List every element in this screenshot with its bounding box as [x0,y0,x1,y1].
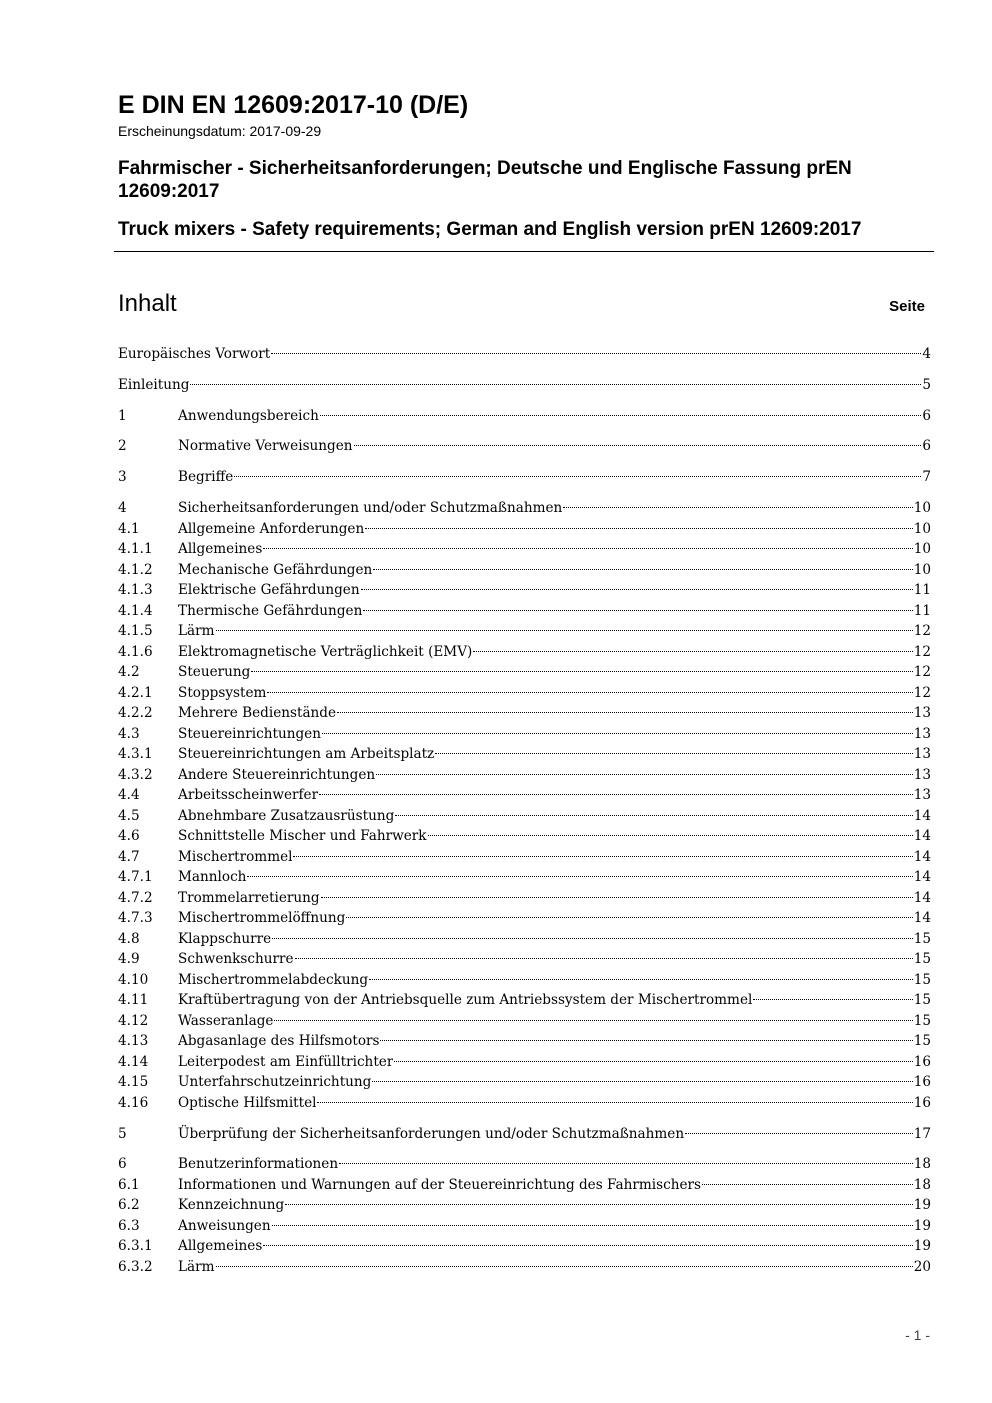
toc-dot-leader [263,1245,912,1246]
toc-entry-number: 4.1.5 [118,623,153,639]
toc-entry[interactable] [118,1011,931,1032]
toc-entry-page: 12 [913,664,931,680]
toc-entry-page: 11 [913,582,931,598]
toc-entry-page: 19 [913,1197,931,1213]
toc-entry-title: Mehrere Bedienstände [178,705,337,721]
toc-entry-number: 4 [118,500,127,516]
toc-entry[interactable] [118,970,931,991]
toc-entry-number: 4.11 [118,992,149,1008]
toc-entry-title: Kennzeichnung [178,1197,285,1213]
toc-entry-title: Begriffe [178,469,234,485]
toc-entry-page: 15 [913,1013,931,1029]
toc-entry-number: 4.2.2 [118,705,153,721]
toc-entry-page: 14 [913,890,931,906]
toc-entry[interactable] [118,580,931,601]
toc-entry-number: 4.2.1 [118,685,153,701]
toc-entry-page: 14 [913,869,931,885]
toc-entry-page: 13 [913,787,931,803]
toc-entry-title: Optische Hilfsmittel [178,1095,317,1111]
toc-entry-number: 4.7.3 [118,910,153,926]
toc-entry-title: Elektrische Gefährdungen [178,582,360,598]
toc-entry[interactable] [118,949,931,970]
toc-entry-page: 13 [913,746,931,762]
toc-entry-title: Einleitung [118,377,190,393]
toc-entry-page: 19 [913,1218,931,1234]
toc-dot-leader [473,651,912,652]
toc-entry-page: 14 [913,828,931,844]
toc-entry-page: 12 [913,685,931,701]
toc-entry-page: 14 [913,808,931,824]
toc-entry-page: 10 [913,500,931,516]
toc-entry[interactable] [118,621,931,642]
toc-dot-leader [380,1040,912,1041]
toc-entry-title: Europäisches Vorwort [118,346,271,362]
toc-entry-page: 13 [913,705,931,721]
toc-entry-number: 6.2 [118,1197,140,1213]
toc-entry-title: Anweisungen [178,1218,271,1234]
toc-dot-leader [685,1133,913,1134]
toc-dot-leader [267,692,912,693]
toc-entry-page: 10 [913,541,931,557]
toc-entry-number: 4.15 [118,1074,149,1090]
toc-dot-leader [376,774,913,775]
toc-entry[interactable] [118,1031,931,1052]
toc-entry-number: 4.8 [118,931,140,947]
toc-entry[interactable] [118,990,931,1011]
toc-entry-number: 4.3.2 [118,767,153,783]
toc-dot-leader [365,528,912,529]
toc-dot-leader [363,610,912,611]
toc-entry[interactable] [118,560,931,581]
toc-entry-number: 1 [118,408,127,424]
toc-entry-page: 13 [913,767,931,783]
toc-entry-number: 6.3.2 [118,1259,153,1275]
toc-entry-number: 6.1 [118,1177,140,1193]
toc-entry[interactable] [118,929,931,950]
toc-entry[interactable] [118,1195,931,1216]
toc-entry[interactable] [118,1175,931,1196]
toc-entry-title: Schnittstelle Mischer und Fahrwerk [178,828,427,844]
toc-entry[interactable] [118,642,931,663]
toc-dot-leader [272,938,913,939]
toc-entry[interactable] [118,1072,931,1093]
toc-entry-number: 4.1.3 [118,582,153,598]
toc-dot-leader [321,897,913,898]
page-number: - 1 - [905,1327,930,1343]
toc-dot-leader [190,384,921,385]
toc-entry-page: 16 [913,1054,931,1070]
toc-entry-page: 15 [913,1033,931,1049]
toc-entry-page: 15 [913,951,931,967]
toc-entry[interactable] [118,826,931,847]
toc-dot-leader [251,671,912,672]
toc-entry-title: Überprüfung der Sicherheitsanforderungen und/oder Schutzmaßnahmen [178,1126,685,1142]
toc-entry-page: 5 [922,377,931,393]
toc-entry-page: 18 [913,1156,931,1172]
toc-dot-leader [563,507,912,508]
toc-entry-page: 10 [913,562,931,578]
toc-dot-leader [274,1020,912,1021]
toc-dot-leader [394,1061,912,1062]
toc-entry[interactable] [118,436,931,457]
header-divider [114,251,934,252]
toc-entry[interactable] [118,744,931,765]
toc-entry[interactable] [118,847,931,868]
toc-entry-page: 15 [913,992,931,1008]
toc-entry-title: Schwenkschurre [178,951,294,967]
toc-dot-leader [346,917,912,918]
toc-entry-title: Mischertrommelöffnung [178,910,346,926]
toc-entry-page: 6 [922,408,931,424]
toc-entry-number: 4.1.1 [118,541,153,557]
toc-entry-page: 16 [913,1095,931,1111]
toc-entry-page: 16 [913,1074,931,1090]
toc-entry-title: Sicherheitsanforderungen und/oder Schutzmaßnahmen [178,500,563,516]
toc-entry-page: 7 [922,469,931,485]
toc-entry-number: 4.3.1 [118,746,153,762]
toc-entry-number: 4.7.2 [118,890,153,906]
toc-dot-leader [285,1204,912,1205]
toc-entry[interactable] [118,908,931,929]
toc-entry-title: Thermische Gefährdungen [178,603,363,619]
toc-entry-title: Lärm [178,1259,215,1275]
toc-dot-leader [319,794,913,795]
toc-entry-title: Anwendungsbereich [178,408,319,424]
toc-entry-title: Mischertrommelabdeckung [178,972,369,988]
toc-dot-leader [337,712,913,713]
toc-entry-number: 4.12 [118,1013,149,1029]
toc-entry-page: 20 [913,1259,931,1275]
toc-entry-title: Allgemeine Anforderungen [178,521,365,537]
toc-dot-leader [753,999,912,1000]
toc-dot-leader [320,415,921,416]
toc-entry-page: 11 [913,603,931,619]
toc-entry-number: 5 [118,1126,127,1142]
toc-dot-leader [395,815,912,816]
title-german: Fahrmischer - Sicherheitsanforderungen; Deutsche und Englische Fassung prEN 12609:2017 [118,158,852,202]
toc-entry-page: 13 [913,726,931,742]
toc-dot-leader [428,835,913,836]
toc-dot-leader [369,979,913,980]
toc-entry[interactable] [118,344,931,365]
toc-entry[interactable] [118,765,931,786]
toc-entry-number: 2 [118,438,127,454]
title-english: Truck mixers - Safety requirements; German and English version prEN 12609:2017 [118,219,862,240]
toc-entry-title: Andere Steuereinrichtungen [178,767,376,783]
toc-entry[interactable] [118,888,931,909]
toc-dot-leader [272,1225,913,1226]
toc-entry-title: Arbeitsscheinwerfer [178,787,319,803]
toc-entry-page: 12 [913,644,931,660]
toc-entry-number: 4.5 [118,808,140,824]
toc-entry[interactable] [118,1257,931,1278]
toc-entry-title: Unterfahrschutzeinrichtung [178,1074,372,1090]
toc-entry-number: 4.3 [118,726,140,742]
toc-entry-number: 4.1 [118,521,140,537]
toc-entry[interactable] [118,806,931,827]
toc-entry[interactable] [118,785,931,806]
toc-entry[interactable] [118,662,931,683]
toc-entry[interactable] [118,539,931,560]
toc-dot-leader [247,876,912,877]
toc-entry-title: Steuereinrichtungen [178,726,321,742]
toc-entry-title: Klappschurre [178,931,272,947]
toc-dot-leader [295,958,913,959]
toc-entry-title: Kraftübertragung von der Antriebsquelle zum Antriebssystem der Mischertrommel [178,992,753,1008]
toc-entry[interactable] [118,683,931,704]
toc-entry-number: 4.16 [118,1095,149,1111]
toc-dot-leader [361,589,913,590]
toc-entry-number: 4.10 [118,972,149,988]
document-header [118,90,934,241]
toc-dot-leader [216,1266,913,1267]
toc-entry-number: 6 [118,1156,127,1172]
toc-entry[interactable] [118,519,931,540]
toc-page-column-label: Seite [889,298,925,315]
toc-entry-number: 4.4 [118,787,140,803]
toc-dot-leader [702,1184,913,1185]
toc-entry[interactable] [118,467,931,488]
toc-entry[interactable] [118,867,931,888]
toc-entry[interactable] [118,601,931,622]
toc-entry-title: Benutzerinformationen [178,1156,339,1172]
toc-entry-number: 3 [118,469,127,485]
toc-dot-leader [317,1102,912,1103]
toc-entry-title: Allgemeines [178,1238,263,1254]
toc-entry-number: 4.2 [118,664,140,680]
toc-entry-title: Elektromagnetische Verträglichkeit (EMV) [178,644,473,660]
toc-dot-leader [263,548,912,549]
toc-entry-title: Lärm [178,623,215,639]
toc-entry-page: 14 [913,910,931,926]
toc-entry[interactable] [118,406,931,427]
toc-dot-leader [234,476,921,477]
toc-dot-leader [372,1081,912,1082]
toc-entry[interactable] [118,1216,931,1237]
toc-entry-number: 4.13 [118,1033,149,1049]
toc-entry-title: Steuereinrichtungen am Arbeitsplatz [178,746,435,762]
toc-entry[interactable] [118,375,931,396]
toc-entry-page: 19 [913,1238,931,1254]
toc-entry-title: Steuerung [178,664,251,680]
toc-entry-title: Allgemeines [178,541,263,557]
toc-entry-page: 15 [913,931,931,947]
toc-entry-title: Mechanische Gefährdungen [178,562,373,578]
toc-entry-page: 17 [913,1126,931,1142]
toc-entry-number: 4.1.6 [118,644,153,660]
toc-entry-number: 6.3.1 [118,1238,153,1254]
toc-entry-page: 6 [922,438,931,454]
toc-dot-leader [293,856,912,857]
toc-entry[interactable] [118,724,931,745]
toc-entry-number: 6.3 [118,1218,140,1234]
toc-entry-title: Abnehmbare Zusatzausrüstung [178,808,395,824]
toc-entry-number: 4.14 [118,1054,149,1070]
toc-dot-leader [354,445,922,446]
toc-entry-number: 4.1.2 [118,562,153,578]
toc-entry-page: 15 [913,972,931,988]
toc-entry-title: Normative Verweisungen [178,438,353,454]
toc-entry-number: 4.1.4 [118,603,153,619]
toc-dot-leader [216,630,913,631]
toc-dot-leader [339,1163,913,1164]
toc-entry-page: 4 [922,346,931,362]
toc-entry-page: 10 [913,521,931,537]
publication-date: Erscheinungsdatum: 2017-09-29 [118,123,322,139]
toc-entry[interactable] [118,1052,931,1073]
toc-entry[interactable] [118,498,931,519]
toc-heading: Inhalt [118,290,177,317]
toc-dot-leader [435,753,912,754]
document-id: E DIN EN 12609:2017-10 (D/E) [118,91,469,119]
toc-dot-leader [271,353,921,354]
toc-entry-page: 12 [913,623,931,639]
toc-entry[interactable] [118,1154,931,1175]
toc-entry-title: Wasseranlage [178,1013,274,1029]
toc-entry[interactable] [118,1236,931,1257]
toc-entry[interactable] [118,1093,931,1114]
toc-entry-number: 4.7 [118,849,140,865]
toc-entry-title: Mannloch [178,869,247,885]
toc-entry-number: 4.9 [118,951,140,967]
toc-entry-title: Mischertrommel [178,849,293,865]
toc-entry-page: 14 [913,849,931,865]
toc-entry-title: Stoppsystem [178,685,267,701]
toc-entry-title: Trommelarretierung [178,890,320,906]
toc-dot-leader [373,569,912,570]
toc-entry[interactable] [118,703,931,724]
toc-entry-number: 4.7.1 [118,869,153,885]
toc-entry[interactable] [118,1124,931,1145]
toc-entry-number: 4.6 [118,828,140,844]
toc-dot-leader [322,733,913,734]
toc-entry-title: Informationen und Warnungen auf der Steuereinrichtung des Fahrmischers [178,1177,701,1193]
toc-entry-title: Leiterpodest am Einfülltrichter [178,1054,394,1070]
toc-entry-title: Abgasanlage des Hilfsmotors [178,1033,380,1049]
toc-entry-page: 18 [913,1177,931,1193]
